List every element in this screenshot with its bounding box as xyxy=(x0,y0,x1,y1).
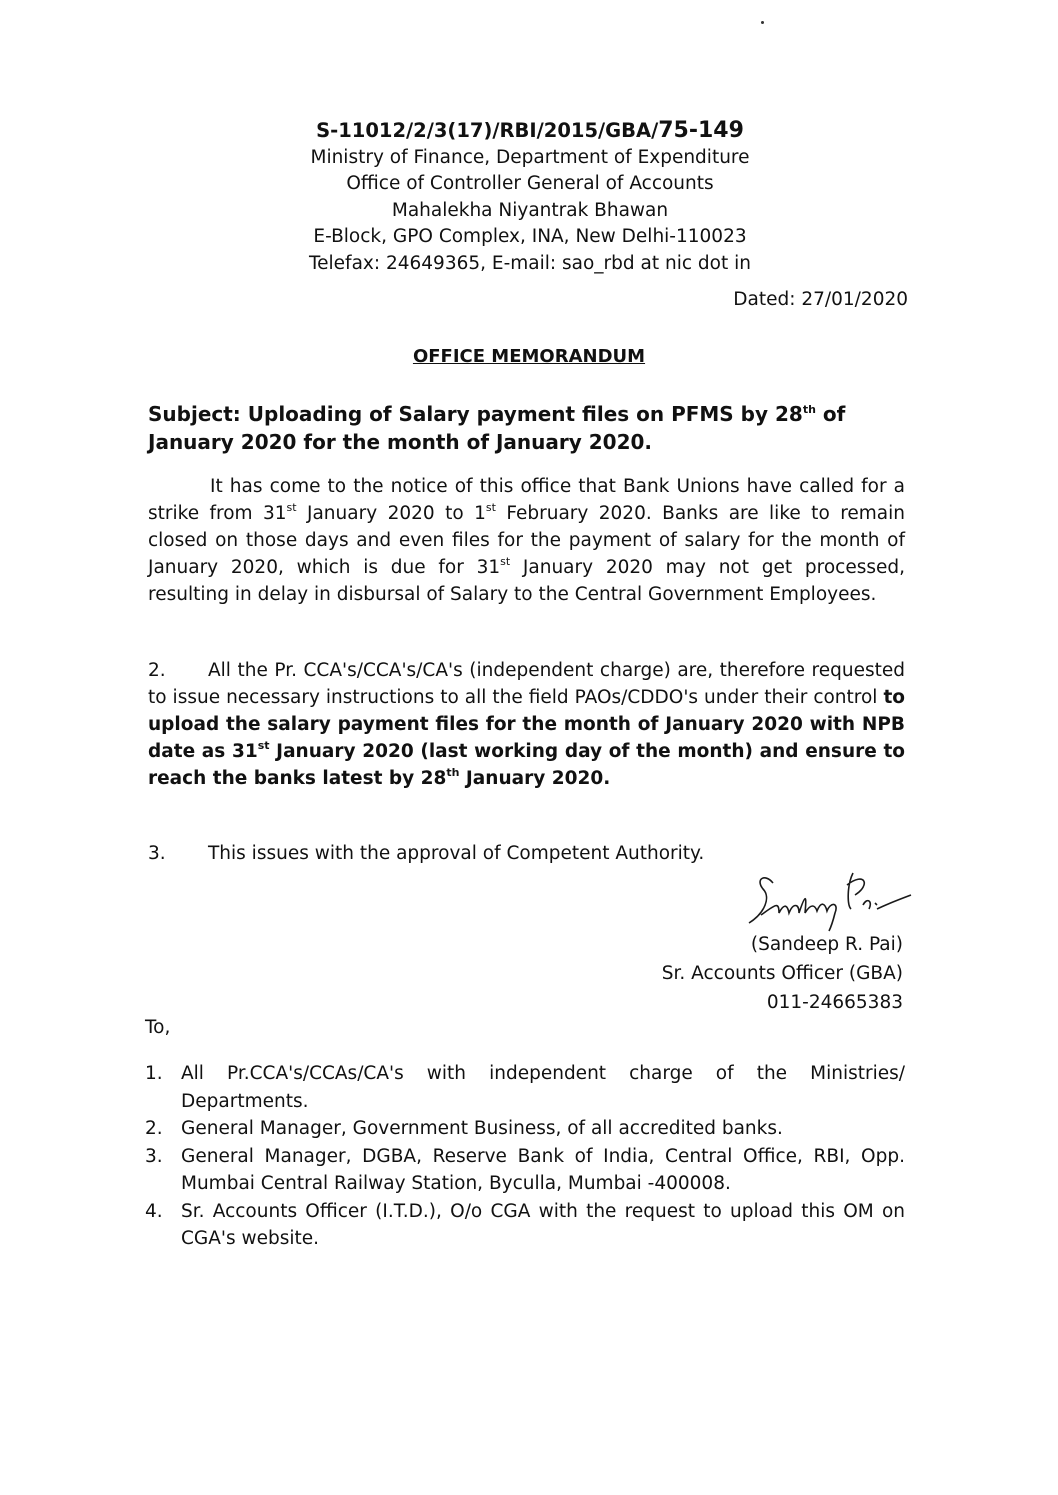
list-item xyxy=(145,1143,905,1198)
recipient-list xyxy=(145,1060,905,1253)
para-sup: st xyxy=(485,501,496,514)
letterhead-line: E-Block, GPO Complex, INA, New Delhi-110023 xyxy=(313,226,747,247)
list-text: Sr. Accounts Officer (I.T.D.), O/o CGA with the request to upload this OM on CGA's website. xyxy=(181,1200,905,1249)
list-text: General Manager, Government Business, of all accredited banks. xyxy=(181,1118,783,1139)
list-text: General Manager, DGBA, Reserve Bank of India, Central Office, RBI, Opp. Mumbai Central Railway Station, Byculla, Mumbai -400008. xyxy=(181,1145,905,1194)
reference-prefix: S-11012/2/3(17)/RBI/2015/GBA/ xyxy=(316,119,659,142)
para-text: It has come to the notice of this office that Bank Unions have called for a strike from 31 xyxy=(148,476,905,524)
para-sup: st xyxy=(500,555,511,568)
list-number: 4. xyxy=(145,1200,163,1222)
paragraph-3 xyxy=(148,843,704,864)
paragraph-2 xyxy=(148,657,905,792)
letterhead-line: Telefax: 24649365, E-mail: sao_rbd at nic dot in xyxy=(309,252,751,274)
para-sup: st xyxy=(286,501,297,514)
para-bold-text: January 2020. xyxy=(459,768,611,789)
subject-text: Subject: Uploading of Salary payment files on PFMS by 28 xyxy=(148,402,803,426)
para-text: This issues with the approval of Competent Authority. xyxy=(208,843,705,864)
signature xyxy=(735,865,975,935)
letterhead-line: Office of Controller General of Accounts xyxy=(346,173,714,194)
para-text: January 2020 to 1 xyxy=(296,503,486,524)
memo-title: OFFICE MEMORANDUM xyxy=(412,346,646,367)
to-label: To, xyxy=(145,1017,171,1038)
subject xyxy=(148,400,868,456)
letterhead xyxy=(130,118,930,277)
subject-sup: th xyxy=(802,403,816,416)
para-sup: th xyxy=(446,766,460,779)
signatory-phone: 011-24665383 xyxy=(766,992,903,1013)
scan-speck xyxy=(761,21,764,24)
para-sup: st xyxy=(257,739,270,752)
signatory-name: (Sandeep R. Pai) xyxy=(750,934,903,955)
list-item xyxy=(145,1115,905,1143)
signatory-designation: Sr. Accounts Officer (GBA) xyxy=(661,963,903,984)
letterhead-line: Mahalekha Niyantrak Bhawan xyxy=(391,199,669,221)
para-number: 3. xyxy=(148,843,166,864)
list-number: 1. xyxy=(145,1063,163,1084)
reference-number xyxy=(130,118,930,145)
list-number: 3. xyxy=(145,1145,163,1167)
paragraph-1 xyxy=(148,473,905,608)
letterhead-line: Ministry of Finance, Department of Expenditure xyxy=(310,146,750,168)
list-number: 2. xyxy=(145,1118,163,1139)
list-text: All Pr.CCA's/CCAs/CA's with independent charge of the Ministries/ Departments. xyxy=(181,1063,905,1112)
para-text: February 2020. Banks are like to remain closed on those days and even files for the payment of salary for the month of January 2020, which is due for 31 xyxy=(148,503,905,578)
para-text: January 2020 may not get processed, resulting in delay in disbursal of Salary to the Central Government Employees. xyxy=(148,557,905,605)
para-number: 2. xyxy=(148,660,166,681)
para-bold-text: to upload the salary payment files for the month of January 2020 with NPB date as 31 xyxy=(148,687,905,762)
para-bold-text: January 2020 (last working day of the month) and ensure to reach the banks latest by 28 xyxy=(148,741,905,789)
list-item xyxy=(145,1198,905,1253)
subject-text: of January 2020 for the month of January 2020. xyxy=(148,402,846,454)
signatory-block xyxy=(662,930,903,1017)
para-text: All the Pr. CCA's/CCA's/CA's (independent charge) are, therefore requested to issue necessary instructions to all the field PAOs/CDDO's under their control xyxy=(148,660,905,708)
date: Dated: 27/01/2020 xyxy=(733,289,908,310)
reference-suffix: 75-149 xyxy=(658,118,744,143)
list-item xyxy=(145,1060,905,1115)
